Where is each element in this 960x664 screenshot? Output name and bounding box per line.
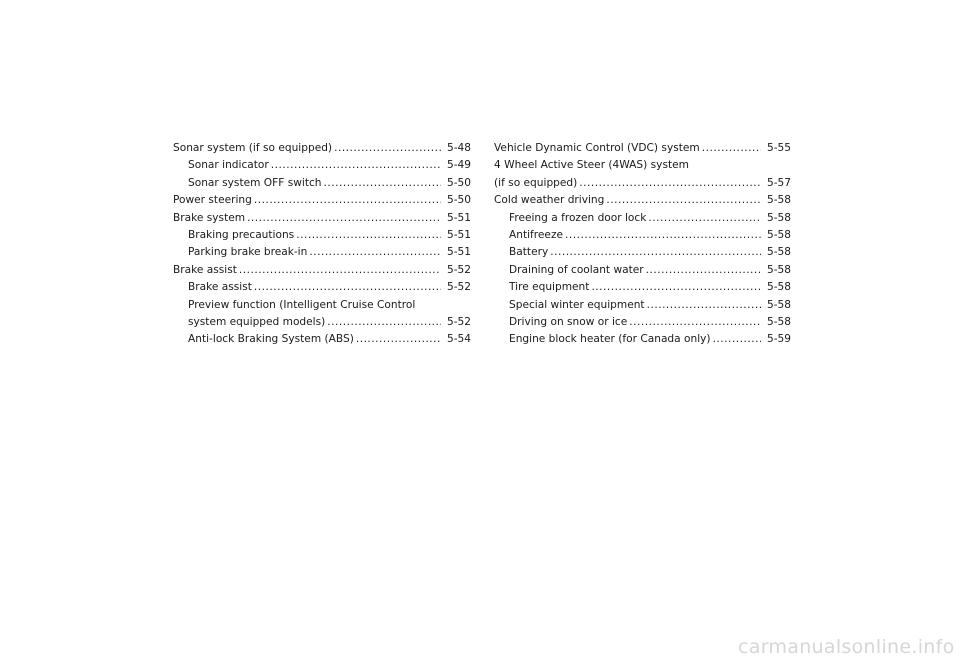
toc-entry-label: Anti-lock Braking System (ABS) bbox=[188, 333, 354, 346]
toc-dot-leader bbox=[356, 331, 441, 348]
toc-entry-page: 5-58 bbox=[766, 316, 791, 329]
toc-entry-label: Brake assist bbox=[173, 263, 237, 276]
toc-entry-page: 5-58 bbox=[766, 194, 791, 207]
toc-entry-label: Engine block heater (for Canada only) bbox=[509, 333, 711, 346]
toc-entry[interactable] bbox=[494, 244, 791, 261]
toc-entry-page: 5-54 bbox=[446, 333, 471, 346]
toc-entry-page: 5-52 bbox=[446, 263, 471, 276]
toc-entry[interactable] bbox=[173, 331, 471, 348]
toc-dot-leader bbox=[296, 227, 441, 244]
toc-entry-label: Power steering bbox=[173, 194, 252, 207]
toc-entry-page: 5-58 bbox=[766, 246, 791, 259]
toc-dot-leader bbox=[606, 192, 761, 209]
toc-entry-label: Freeing a frozen door lock bbox=[509, 211, 647, 224]
toc-entry-label: Draining of coolant water bbox=[509, 263, 644, 276]
toc-entry-page: 5-48 bbox=[446, 142, 471, 154]
toc-dot-leader bbox=[579, 175, 761, 192]
toc-dot-leader bbox=[648, 210, 761, 227]
toc-entry-label: Parking brake break-in bbox=[188, 246, 308, 259]
toc-entry[interactable] bbox=[494, 175, 791, 192]
toc-entry-page: 5-58 bbox=[766, 298, 791, 311]
toc-entry[interactable] bbox=[494, 314, 791, 331]
toc-entry-page: 5-57 bbox=[766, 176, 791, 189]
toc-entry[interactable] bbox=[494, 227, 791, 244]
toc-dot-leader bbox=[713, 331, 761, 348]
toc-dot-leader bbox=[702, 140, 761, 157]
toc-entry-label: Sonar system OFF switch bbox=[188, 176, 322, 189]
toc-entry-page: 5-59 bbox=[766, 333, 791, 346]
toc-entry-page: 5-58 bbox=[766, 229, 791, 242]
toc-entry-page: 5-58 bbox=[766, 263, 791, 276]
toc-entry-page: 5-51 bbox=[446, 211, 471, 224]
toc-dot-leader bbox=[254, 279, 441, 296]
toc-dot-leader bbox=[247, 210, 441, 227]
toc-entry-label: system equipped models) bbox=[188, 316, 326, 329]
toc-entry-page: 5-50 bbox=[446, 194, 471, 207]
toc-entry-label: Brake system bbox=[173, 211, 246, 224]
toc-entry[interactable] bbox=[494, 210, 791, 227]
toc-dot-leader bbox=[591, 279, 761, 296]
toc-entry-label: Battery bbox=[509, 246, 549, 259]
toc-entry[interactable] bbox=[173, 210, 471, 227]
toc-entry-page: 5-50 bbox=[446, 176, 471, 189]
toc-entry[interactable] bbox=[494, 297, 791, 314]
toc-dot-leader bbox=[647, 297, 761, 314]
toc-column-right bbox=[494, 140, 791, 349]
toc-entry-label: Braking precautions bbox=[188, 229, 295, 242]
toc-entry[interactable] bbox=[173, 227, 471, 244]
toc-entry-label: Brake assist bbox=[188, 281, 252, 294]
toc-entry[interactable] bbox=[494, 279, 791, 296]
toc-dot-leader bbox=[327, 314, 441, 331]
toc-entry-page: 5-58 bbox=[766, 281, 791, 294]
toc-entry-label: Sonar system (if so equipped) bbox=[173, 142, 333, 154]
toc-entry-page: 5-58 bbox=[766, 211, 791, 224]
toc-entry[interactable] bbox=[173, 314, 471, 331]
toc-entry-label: Special winter equipment bbox=[509, 298, 645, 311]
toc-entry[interactable] bbox=[494, 331, 791, 348]
toc-dot-leader bbox=[271, 157, 441, 174]
toc-entry-label: 4 Wheel Active Steer (4WAS) system bbox=[494, 159, 689, 172]
toc-entry[interactable] bbox=[173, 279, 471, 296]
toc-entry-page: 5-49 bbox=[446, 159, 471, 172]
toc-entry-page: 5-51 bbox=[446, 246, 471, 259]
toc-dot-leader bbox=[309, 244, 441, 261]
toc-entry-label: (if so equipped) bbox=[494, 176, 578, 189]
toc-entry-label: Vehicle Dynamic Control (VDC) system bbox=[494, 142, 700, 154]
toc-entry[interactable] bbox=[173, 157, 471, 174]
toc-entry-page: 5-51 bbox=[446, 229, 471, 242]
toc-column-left bbox=[173, 140, 471, 349]
watermark: carmanualsonline.info bbox=[738, 636, 955, 658]
toc-entry[interactable] bbox=[173, 192, 471, 209]
toc-dot-leader bbox=[239, 262, 441, 279]
toc-entry[interactable] bbox=[173, 262, 471, 279]
toc-entry[interactable] bbox=[173, 297, 471, 314]
toc-dot-leader bbox=[646, 262, 761, 279]
toc-entry[interactable] bbox=[173, 244, 471, 261]
toc-entry-label: Antifreeze bbox=[509, 229, 564, 242]
toc-entry[interactable] bbox=[494, 192, 791, 209]
toc-dot-leader bbox=[565, 227, 761, 244]
toc-dot-leader bbox=[254, 192, 441, 209]
toc-entry-label: Sonar indicator bbox=[188, 159, 269, 172]
toc-entry-label: Preview function (Intelligent Cruise Control bbox=[188, 298, 416, 311]
toc-entry[interactable] bbox=[173, 175, 471, 192]
toc-entry-label: Driving on snow or ice bbox=[509, 316, 628, 329]
toc-dot-leader bbox=[334, 140, 441, 157]
toc-entry[interactable] bbox=[173, 140, 471, 157]
toc-dot-leader bbox=[324, 175, 441, 192]
toc-entry-label: Cold weather driving bbox=[494, 194, 605, 207]
toc-entry-label: Tire equipment bbox=[509, 281, 590, 294]
toc-entry[interactable] bbox=[494, 262, 791, 279]
toc-entry-page: 5-52 bbox=[446, 316, 471, 329]
toc-entry-page: 5-52 bbox=[446, 281, 471, 294]
toc-entry-page: 5-55 bbox=[766, 142, 791, 154]
toc-dot-leader bbox=[629, 314, 761, 331]
toc-entry[interactable] bbox=[494, 140, 791, 157]
toc-dot-leader bbox=[550, 244, 761, 261]
toc-entry[interactable] bbox=[494, 157, 791, 174]
